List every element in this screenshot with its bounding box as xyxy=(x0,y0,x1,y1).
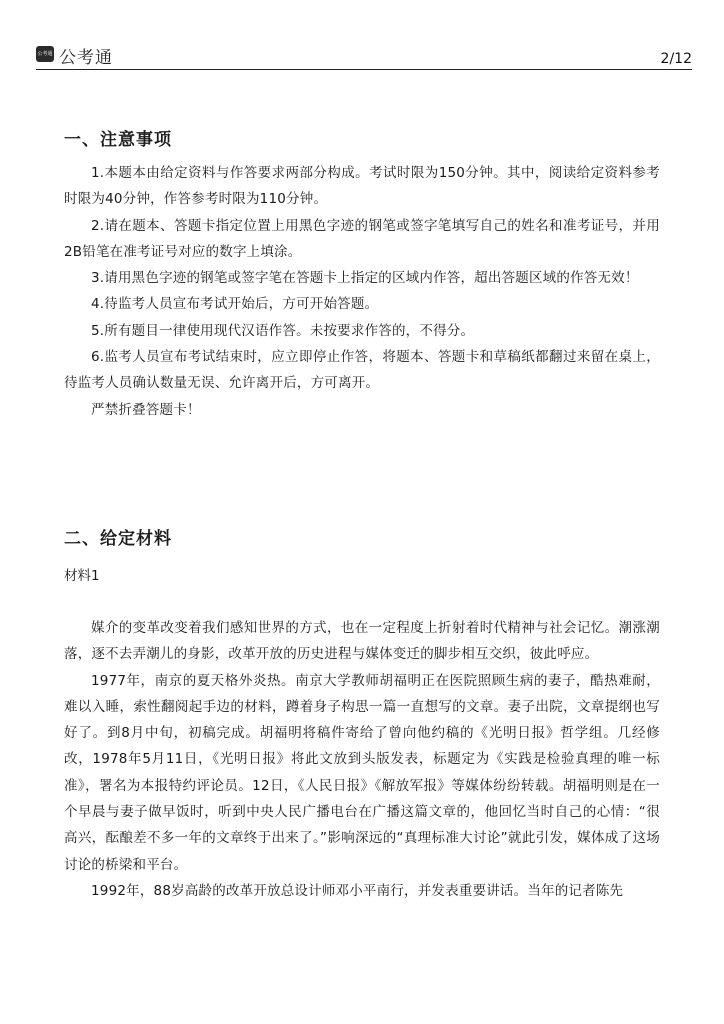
material-paragraph: 1977年，南京的夏天格外炎热。南京大学教师胡福明正在医院照顾生病的妻子，酷热难耐，难以入睡，索性翻阅起手边的材料，蹲着身子构思一篇一直想写的文章。妻子出院，文章提纲也写好了。到8月中旬，初稿完成。胡福明将稿件寄给了曾向他约稿的《光明日报》哲学组。几经修改，1978年5月11日，《光明日报》将此文放到头版发表，标题定为《实践是检验真理的唯一标准》，署名为本报特约评论员。12日，《人民日报》《解放军报》等媒体纷纷转载。胡福明则是在一个早晨与妻子做早饭时，听到中央人民广播电台在广播这篇文章的，他回忆当时自己的心情：“很高兴，酝酿差不多一年的文章终于出来了。”影响深远的“真理标准大讨论”就此引发，媒体成了这场讨论的桥梁和平台。 xyxy=(64,672,660,873)
note-item: 1.本题本由给定资料与作答要求两部分构成。考试时限为150分钟。其中，阅读给定资料参考时限为40分钟，作答参考时限为110分钟。 xyxy=(64,165,660,208)
note-item: 6.监考人员宣布考试结束时，应立即停止作答，将题本、答题卡和草稿纸都翻过来留在桌上，待监考人员确认数量无误、允许离开后，方可离开。 xyxy=(64,349,660,392)
note-warning: 严禁折叠答题卡！ xyxy=(91,401,201,418)
page-number: 2/12 xyxy=(660,51,692,67)
note-item: 3.请用黑色字迹的钢笔或签字笔在答题卡上指定的区域内作答，超出答题区域的作答无效！ xyxy=(91,270,639,287)
note-item: 5.所有题目一律使用现代汉语作答。未按要求作答的，不得分。 xyxy=(91,322,475,339)
document-body xyxy=(64,120,660,904)
note-item: 2.请在题本、答题卡指定位置上用黑色字迹的钢笔或签字笔填写自己的姓名和准考证号，并用2B铅笔在准考证号对应的数字上填涂。 xyxy=(64,217,660,260)
section-title-materials: 二、给定材料 xyxy=(64,528,172,549)
logo-text: 公考通 xyxy=(59,48,113,68)
header-divider xyxy=(36,69,692,70)
section-title-notes: 一、注意事项 xyxy=(64,130,172,150)
material-paragraph: 1992年，88岁高龄的改革开放总设计师邓小平南行，并发表重要讲话。当年的记者陈先 xyxy=(91,882,624,899)
material-paragraph: 媒介的变革改变着我们感知世界的方式，也在一定程度上折射着时代精神与社会记忆。潮涨潮落，逐不去弄潮儿的身影，改革开放的历史进程与媒体变迁的脚步相互交织，彼此呼应。 xyxy=(64,619,660,663)
logo-icon: 公考通 xyxy=(36,46,54,62)
page-header xyxy=(36,42,692,70)
note-item: 4.待监考人员宣布考试开始后，方可开始答题。 xyxy=(91,296,379,313)
material-label: 材料1 xyxy=(64,567,100,584)
